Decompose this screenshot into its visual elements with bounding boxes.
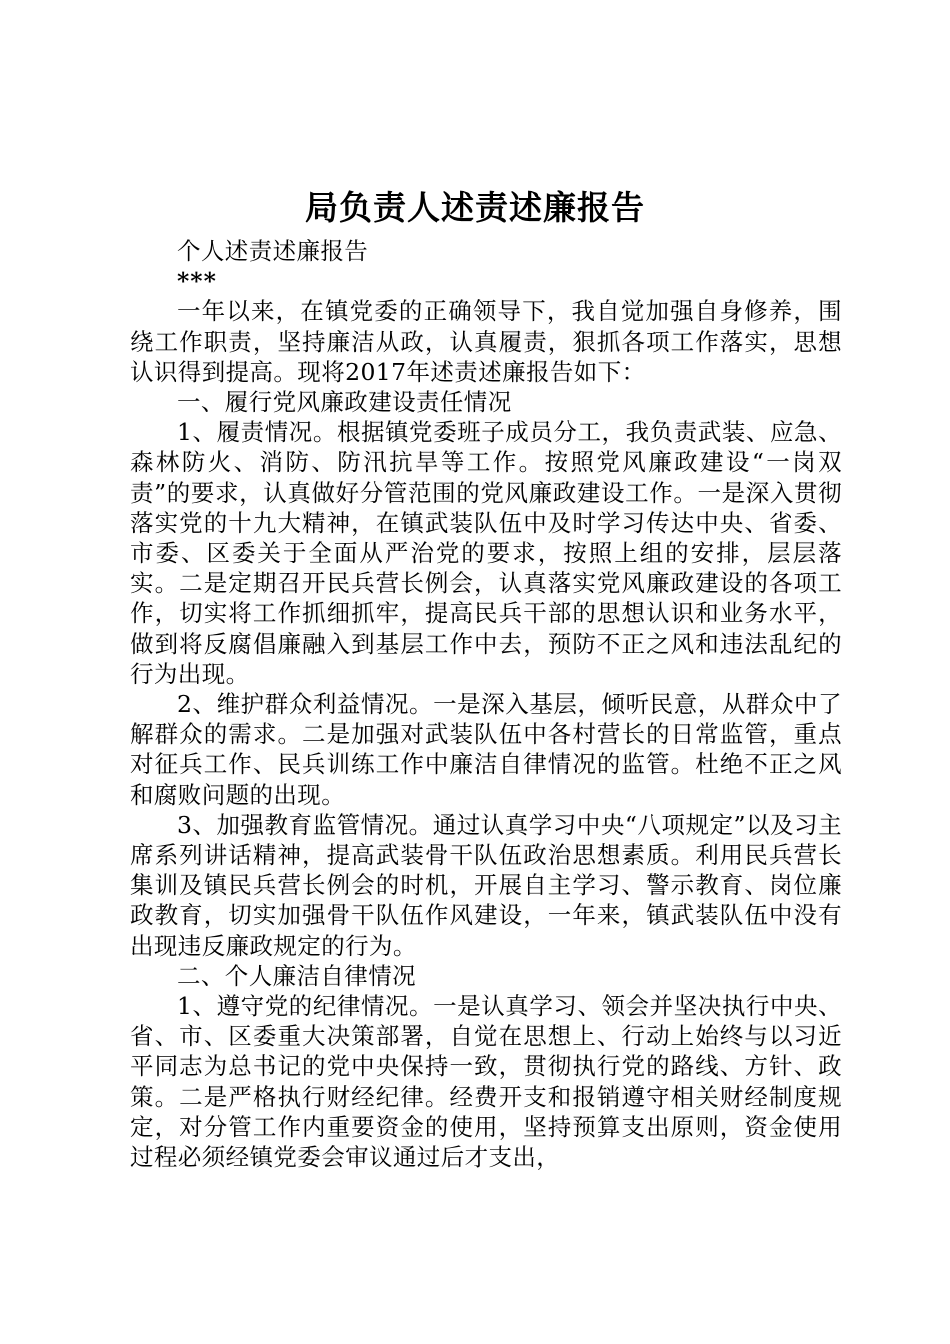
document-title: 局负责人述责述廉报告 bbox=[305, 188, 645, 227]
document-body bbox=[130, 236, 842, 1172]
section-heading-1: 一、履行党风廉政建设责任情况 bbox=[177, 388, 512, 417]
paragraph-1-3: 3、加强教育监管情况。通过认真学习中央“八项规定”以及习主席系列讲话精神，提高武装骨干队伍政治思想素质。利用民兵营长集训及镇民兵营长例会的时机，开展自主学习、警示教育、岗位廉政教育，切实加强骨干队伍作风建设，一年来，镇武装队伍中没有出现违反廉政规定的行为。 bbox=[130, 810, 842, 960]
paragraph-1-2: 2、维护群众利益情况。一是深入基层，倾听民意，从群众中了解群众的需求。二是加强对武装队伍中各村营长的日常监管，重点对征兵工作、民兵训练工作中廉洁自律情况的监管。杜绝不正之风和腐败问题的出现。 bbox=[130, 690, 842, 809]
paragraph-intro: 一年以来，在镇党委的正确领导下，我自觉加强自身修养，围绕工作职责，坚持廉洁从政，认真履责，狠抓各项工作落实，思想认识得到提高。现将2017年述责述廉报告如下： bbox=[130, 297, 842, 386]
section-heading-2: 二、个人廉洁自律情况 bbox=[177, 961, 416, 990]
report-subtitle: 个人述责述廉报告 bbox=[177, 237, 369, 265]
paragraph-2-1: 1、遵守党的纪律情况。一是认真学习、领会并坚决执行中央、省、市、区委重大决策部署，自觉在思想上、行动上始终与以习近平同志为总书记的党中央保持一致，贯彻执行党的路线、方针、政策。二是严格执行财经纪律。经费开支和报销遵守相关财经制度规定，对分管工作内重要资金的使用，坚持预算支出原则，资金使用过程必须经镇党委会审议通过后才支出， bbox=[130, 992, 842, 1172]
author-name: *** bbox=[177, 267, 217, 296]
paragraph-1-1: 1、履责情况。根据镇党委班子成员分工，我负责武装、应急、森林防火、消防、防汛抗旱等工作。按照党风廉政建设“一岗双责”的要求，认真做好分管范围的党风廉政建设工作。一是深入贯彻落实党的十九大精神，在镇武装队伍中及时学习传达中央、省委、市委、区委关于全面从严治党的要求，按照上组的安排，层层落实。二是定期召开民兵营长例会，认真落实党风廉政建设的各项工作，切实将工作抓细抓牢，提高民兵干部的思想认识和业务水平，做到将反腐倡廉融入到基层工作中去，预防不正之风和违法乱纪的行为出现。 bbox=[130, 418, 842, 688]
